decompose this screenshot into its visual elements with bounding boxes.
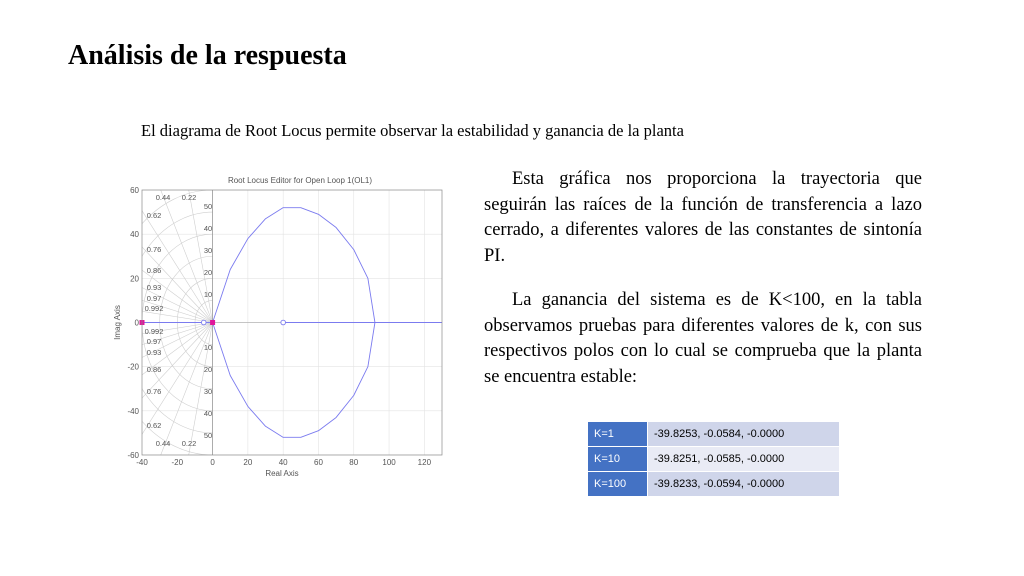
root-locus-svg [112,172,452,482]
table-row [588,447,840,472]
table-row [588,472,840,497]
locus-zero [281,320,286,325]
x-tick-label: -20 [171,458,184,467]
frequency-label-lower: 20 [203,365,213,374]
frequency-label-upper: 30 [203,246,213,255]
x-tick-label: 120 [417,458,432,467]
damping-label-upper: 0.97 [146,294,162,303]
paragraph-2: La ganancia del sistema es de K<100, en la tabla observamos pruebas para diferentes valores de k, con sus respectivos polos con lo cual se comprueba que la planta se encuentra estable: [484,290,922,387]
damping-label-lower: 0.992 [144,327,164,336]
x-axis-label: Real Axis [265,469,299,478]
y-tick-label: 20 [130,274,139,284]
x-tick-label: 20 [243,458,253,467]
table-cell-poles: -39.8253, -0.0584, -0.0000 [648,422,840,447]
frequency-label-lower: 50 [203,431,213,440]
frequency-label-lower: 40 [203,409,213,418]
y-tick-label: 40 [130,230,139,240]
frequency-label-upper: 50 [203,202,213,211]
frequency-label-upper: 20 [203,268,213,277]
root-locus-plot [112,172,452,482]
body-text [484,167,922,409]
frequency-label-upper: 40 [203,224,213,233]
results-table [587,421,840,497]
table-row [588,422,840,447]
locus-zero [201,320,206,325]
table-cell-poles: -39.8233, -0.0594, -0.0000 [648,472,840,497]
x-tick-label: 40 [278,458,288,467]
damping-label-upper: 0.992 [144,304,164,313]
damping-label-lower: 0.62 [146,421,162,430]
y-tick-label: 0 [134,318,139,328]
plot-title: Root Locus Editor for Open Loop 1(OL1) [227,176,373,185]
table-cell-poles: -39.8251, -0.0585, -0.0000 [648,447,840,472]
x-tick-label: 80 [349,458,359,467]
frequency-label-upper: 10 [203,290,213,299]
damping-label-upper: 0.93 [146,283,162,292]
damping-label-lower: 0.86 [146,365,162,374]
y-axis-label: Imag Axis [113,305,122,340]
slide-subtitle: El diagrama de Root Locus permite observar la estabilidad y ganancia de la planta [141,121,684,140]
x-tick-label: 0 [210,458,215,467]
table-cell-gain: K=10 [588,447,648,472]
damping-label-lower: 0.76 [146,387,162,396]
table-cell-gain: K=100 [588,472,648,497]
damping-label-lower: 0.93 [146,348,162,357]
x-tick-label: 60 [314,458,323,467]
locus-pole [210,320,215,325]
frequency-label-lower: 10 [203,343,213,352]
y-tick-label: -20 [127,362,139,372]
x-tick-label: 100 [382,458,396,467]
damping-label-upper: 0.86 [146,266,162,275]
frequency-label-lower: 30 [203,387,213,396]
damping-label-lower: 0.97 [146,337,162,346]
damping-label-upper: 0.62 [146,211,162,220]
damping-label-upper: 0.76 [146,245,162,254]
damping-label-upper: 0.22 [181,193,197,202]
table-cell-gain: K=1 [588,422,648,447]
damping-label-upper: 0.44 [155,193,171,202]
x-tick-label: -40 [136,458,148,467]
y-tick-label: -40 [127,406,139,416]
slide-title: Análisis de la respuesta [68,40,347,71]
damping-label-lower: 0.44 [155,439,171,448]
paragraph-1: Esta gráfica nos proporciona la trayectoria que seguirán las raíces de la función de transferencia a lazo cerrado, a diferentes valores de las constantes de sintonía PI. [484,169,922,266]
y-tick-label: 60 [130,186,139,195]
y-tick-label: -60 [127,451,139,460]
damping-label-lower: 0.22 [181,439,197,448]
